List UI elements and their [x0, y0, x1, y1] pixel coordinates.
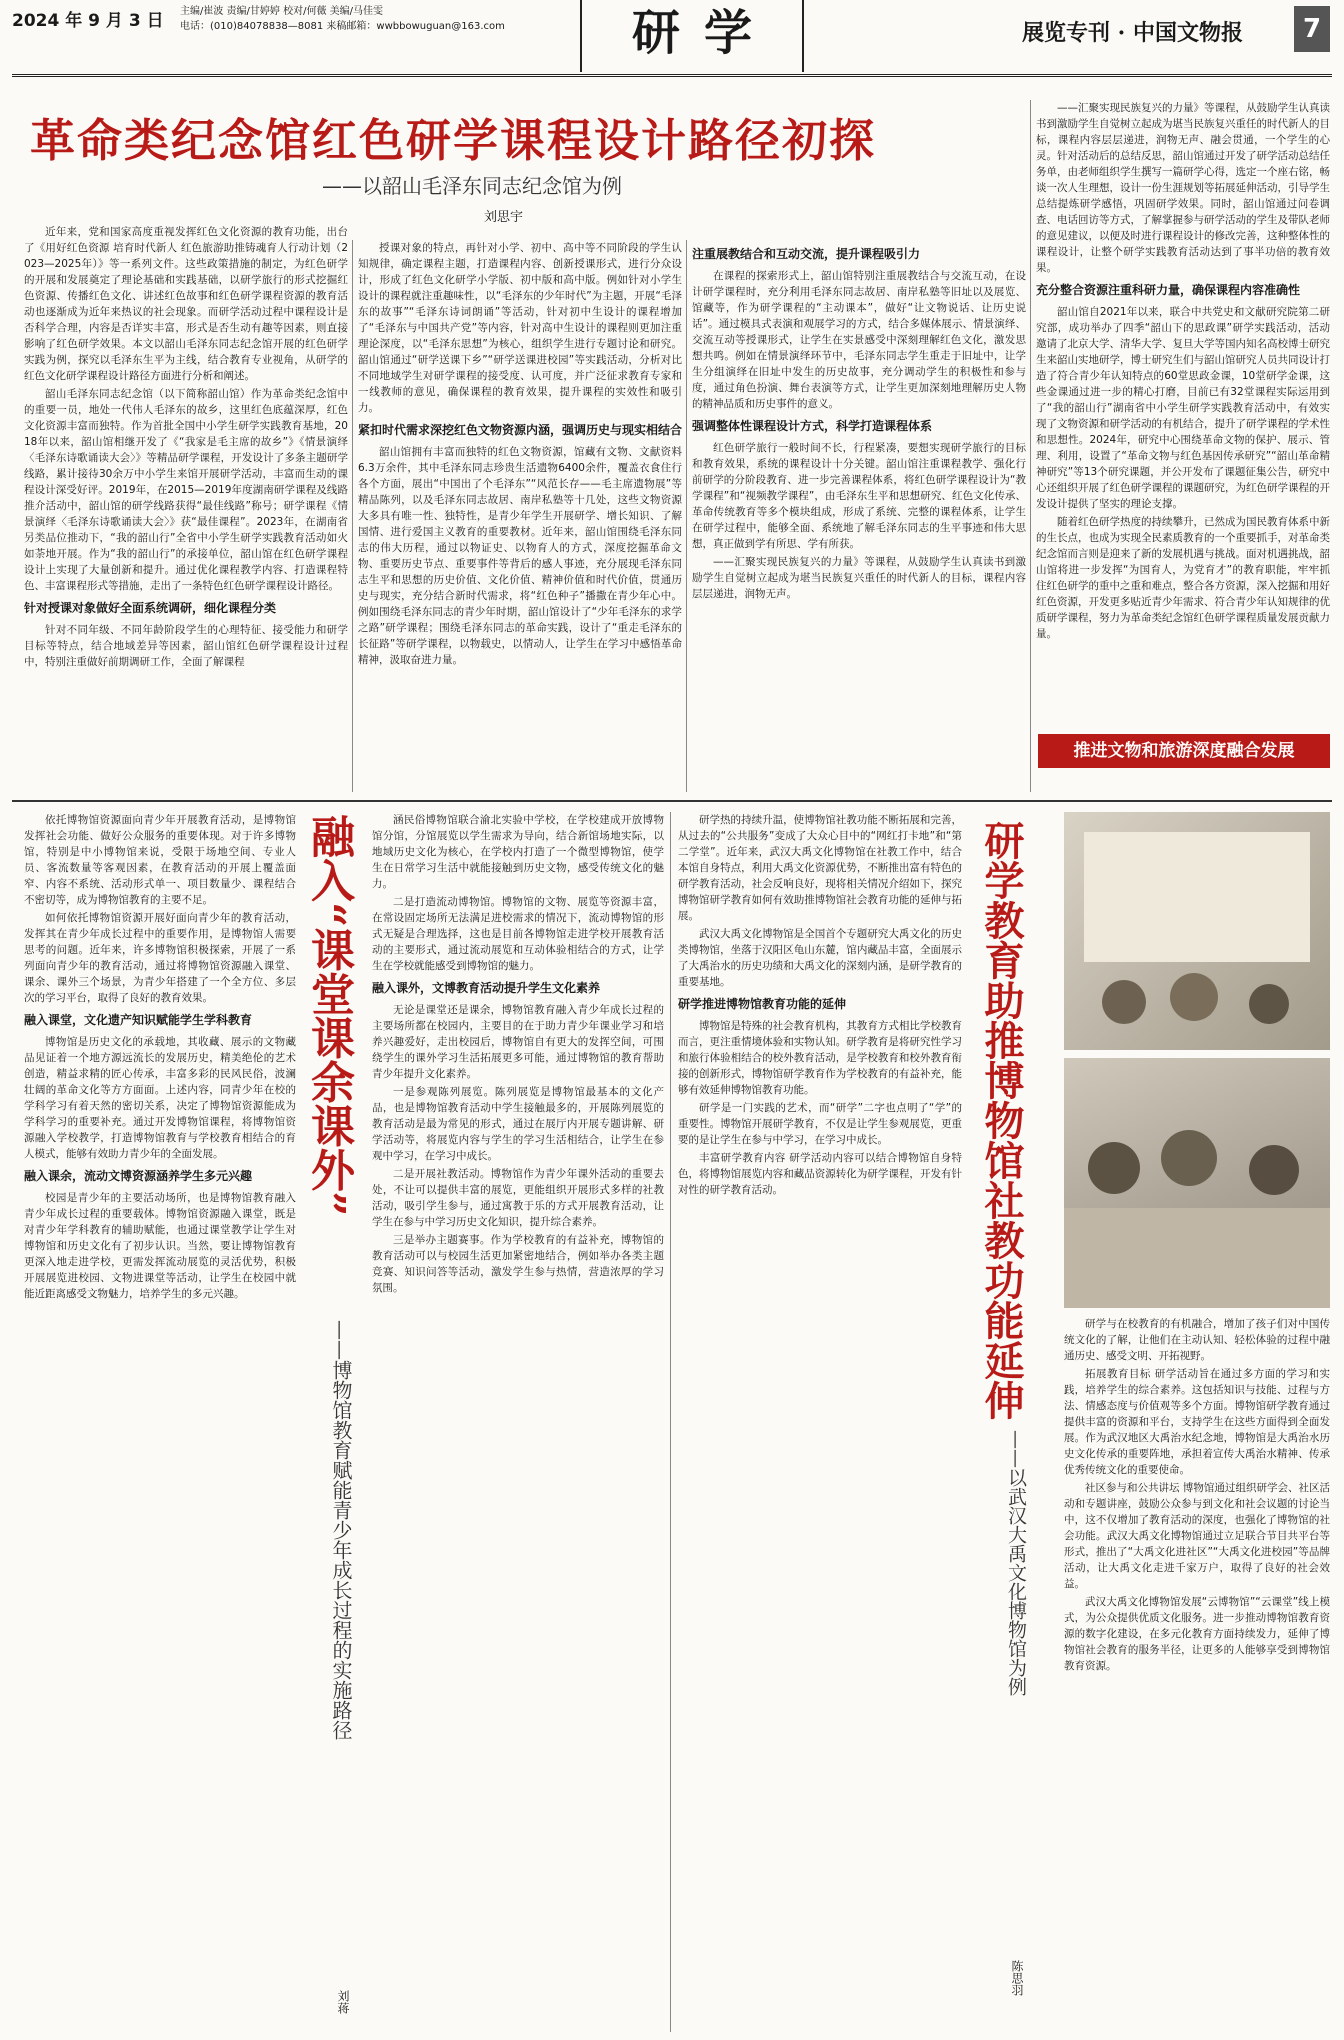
article2-column-3: [678, 812, 962, 2032]
paragraph: 如何依托博物馆资源开展好面向青少年的教育活动，发挥其在青少年成长过程中的重要作用，是博物馆人需要思考的问题。近年来，许多博物馆积极探索，开展了一系列面向青少年的教育活动，通过将博物馆资源融入课堂、课余、课外三个场景，为青少年搭建了一个全方位、多层次的学习平台，取得了良好的教育效果。: [24, 912, 296, 1004]
photo-figure: [1249, 1145, 1299, 1195]
header-rule: [12, 74, 1332, 77]
paragraph: 丰富研学教育内容 研学活动内容可以结合博物馆自身特色，将博物馆展览内容和藏品资源转化为研学课程，开发有针对性的研学教育活动。: [678, 1152, 962, 1196]
paragraph: 拓展教育目标 研学活动旨在通过多方面的学习和实践，培养学生的综合素养。这包括知识与技能、过程与方法、情感态度与价值观等多个方面。博物馆研学教育通过提供丰富的资源和平台，支持学生在这些方面得到全面发展。作为武汉地区大禹治水纪念地，博物馆是大禹治水历史文化传承的重要阵地，承担着宣传大禹治水精神、传承优秀传统文化的重要使命。: [1064, 1368, 1330, 1476]
promo-banner: 推进文物和旅游深度融合发展: [1038, 734, 1330, 768]
paragraph: 二是打造流动博物馆。博物馆的文物、展览等资源丰富，在常设固定场所无法满足进校需求的情况下，流动博物馆的形式无疑是合理选择，这也是目前各博物馆走进学校开展教育活动的主要形式，通过流动展览和互动体验相结合的方式，让学生在学校就能感受到博物馆的魅力。: [372, 896, 664, 972]
article2-author: 刘蒋: [336, 1990, 350, 2014]
photo-illustration: [1064, 812, 1330, 1050]
section-heading: 融入课堂，文化遗产知识赋能学生学科教育: [24, 1013, 253, 1027]
article2-subtitle: ——博物馆教育赋能青少年成长过程的实施路径: [329, 1320, 353, 1740]
paragraph: 武汉大禹文化博物馆发展“云博物馆”“云课堂”线上模式，为公众提供优质文化服务。进一步推动博物馆教育资源的数字化建设，在多元化教育方面持续发力，延伸了博物馆社会教育的服务半径，让更多的人能够享受到博物馆教育资源。: [1064, 1596, 1330, 1672]
paragraph: 博物馆是特殊的社会教育机构，其教育方式相比学校教育而言，更注重情境体验和实物认知。研学教育是将研究性学习和旅行体验相结合的校外教育活动，是学校教育和校外教育衔接的创新形式，博物馆研学教育作为学校教育的有益补充，能够有效延伸博物馆教育功能。: [678, 1020, 962, 1096]
page-number: 7: [1294, 6, 1330, 52]
column-divider: [1030, 100, 1031, 792]
article1-author: 刘思宇: [484, 210, 524, 225]
column-divider: [686, 240, 687, 792]
article3-author: 陈思羽: [1010, 1960, 1024, 1996]
section-heading: 研学推进博物馆教育功能的延伸: [678, 997, 847, 1011]
paragraph: 三是举办主题赛事。作为学校教育的有益补充，博物馆的教育活动可以与校园生活更加紧密地结合，例如举办各类主题竞赛、知识问答等活动，激发学生参与热情，营造浓厚的学习氛围。: [372, 1234, 664, 1294]
paragraph: 二是开展社教活动。博物馆作为青少年课外活动的重要去处，不让可以提供丰富的展览，更能组织开展形式多样的社教活动，吸引学生参与，通过寓教于乐的方式开展教育活动，让学生在参与中学习历史文化知识，提升综合素养。: [372, 1168, 664, 1228]
section-divider: [12, 800, 1332, 802]
photo-figure: [1161, 1130, 1217, 1186]
section-heading: 紧扣时代需求深挖红色文物资源内涵，强调历史与现实相结合: [358, 423, 682, 437]
paragraph: 武汉大禹文化博物馆是全国首个专题研究大禹文化的历史类博物馆，坐落于汉阳区龟山东麓，馆内藏品丰富，全面展示了大禹治水的历史功绩和大禹文化的深刻内涵，是研学教育的重要基地。: [678, 928, 962, 988]
editor-credits: [180, 4, 510, 34]
section-heading: 充分整合资源注重科研力量，确保课程内容准确性: [1036, 283, 1301, 297]
paragraph: ——汇聚实现民族复兴的力量》等课程，从鼓励学生认真读书到激励学生自觉树立起成为堪当民族复兴重任的时代新人的目标，课程内容层层递进，润物无声、融会贯通，一个学生的心灵。针对活动后的总结反思，韶山馆通过开发了研学活动总结任务单，由老师组织学生撰写一篇研学心得，选定一个座右铭，畅谈一次人生理想，设计一份生涯规划等拓展延伸活动，引导学生总结提炼研学感悟，巩固研学效果。同时，韶山馆通过问卷调查、电话回访等方式，了解掌握参与研学活动的学生及带队老师的意见建议，以便及时进行课程设计的修改完善，这种整体性的课程设计，让整个研学实践教育活动达到了事半功倍的教育效果。: [1036, 102, 1330, 274]
photo-figure: [1088, 1142, 1140, 1194]
paragraph: 针对不同年级、不同年龄阶段学生的心理特征、接受能力和研学目标等特点，结合地域差异等因素，韶山馆红色研学课程设计过程中，特别注重做好前期调研工作，全面了解课程: [24, 624, 348, 668]
article3-title: 研学教育助推博物馆社教功能延伸: [978, 820, 1025, 1420]
section-heading: 强调整体性课程设计方式，科学打造课程体系: [692, 419, 933, 433]
article1-column-4: [1036, 100, 1330, 726]
photo-figure: [1170, 973, 1218, 1021]
paragraph: 研学热的持续升温，使博物馆社教功能不断拓展和完善，从过去的“公共服务”变成了大众心目中的“网红打卡地”和“第二学堂”。近年来，武汉大禹文化博物馆在社教工作中，结合本馆自身特点，利用大禹文化资源优势，不断推出富有特色的研学教育活动，社会反响良好，现将相关情况介绍如下，探究博物馆研学教育如何有效助推博物馆社会教育功能的延伸与拓展。: [678, 814, 962, 922]
photo-calligraphy-activity: [1064, 812, 1330, 1050]
column-divider: [352, 240, 353, 792]
photo-table-shape: [1064, 1208, 1330, 1308]
paragraph: 社区参与和公共讲坛 博物馆通过组织研学会、社区活动和专题讲座，鼓励公众参与到文化和社会议题的讨论当中，这不仅增加了教育活动的深度，也强化了博物馆的社会功能。武汉大禹文化博物馆通过立足联合节目共平台等形式，推出了“大禹文化进社区”“大禹文化进校园”等品牌活动，让大禹文化走进千家万户，取得了良好的社会效益。: [1064, 1482, 1330, 1590]
photo-banner-shape: [1084, 832, 1310, 962]
section-heading: 融入课外，文博教育活动提升学生文化素养: [372, 981, 601, 995]
section-heading: 融入课余，流动文博资源涵养学生多元兴趣: [24, 1169, 253, 1183]
paragraph: 韶山馆自2021年以来，联合中共党史和文献研究院第二研究部，成功举办了四季“韶山下的思政课”研学实践活动，活动邀请了北京大学、清华大学、复旦大学等国内知名高校博士研究生来韶山实地研学，博士研究生们与韶山馆研究人员共同设计打造了符合青少年认知特点的60堂思政金课，10堂研学金课，这些金课通过进一步的精心打磨，目前已有32堂课程实际运用到了“我的韶山行”湖南省中小学生研学实践教育活动中，有效实现了文物资源和研学活动的有机结合，提升了研学课程的学术性和思想性。2024年，研究中心围绕革命文物的保护、展示、管理、利用，设置了“革命文物与红色基因传承研究”“韶山革命精神研究”等13个研究课题，并公开发布了课题征集公告，研究中心还组织开展了红色研学课程的课题研究，为红色研学课程的开发设计提供了坚实的理论支撑。: [1036, 306, 1330, 510]
article1-column-1: [24, 224, 348, 792]
paragraph: 校园是青少年的主要活动场所，也是博物馆教育融入青少年成长过程的重要载体。博物馆资源融入课堂，既是对青少年学科教育的辅助赋能，也通过课堂教学让学生对博物馆和历史文化有了初步认识。当然，要让博物馆教育更深入地走进学校，更需发挥流动展览的灵活优势，积极开展展览进校园、文物进课堂等活动，让学生在校园中就能近距离感受文物魅力，培养学生的多元兴趣。: [24, 1192, 296, 1300]
article1-subtitle: ——以韶山毛泽东同志纪念馆为例: [322, 174, 622, 198]
article3-column: [1064, 1316, 1330, 2032]
paragraph: 涵民俗博物馆联合渝北实验中学校，在学校建成开放博物馆分馆，分馆展览以学生需求为导向，结合新馆场地实际，以地域历史文化为核心，在学校内打造了一个微型博物馆，使学生在日常学习生活中就能接触到历史文物，感受传统文化的魅力。: [372, 814, 664, 890]
paragraph: 博物馆是历史文化的承载地，其收藏、展示的文物藏品见证着一个地方源远流长的发展历史，精美绝伦的艺术创造，精益求精的匠心传承，丰富多彩的民风民俗，波澜壮阔的革命文化等方方面面。上述内容，同青少年在校的学科学习有着天然的密切关系，决定了博物馆资源能成为学科学习的重要补充。通过开发博物馆课程，将博物馆资源融入学校教学，打造博物馆教育与学校教育相结合的育人模式，能够有效助力青少年的全面发展。: [24, 1036, 296, 1160]
paragraph: 韶山馆拥有丰富而独特的红色文物资源，馆藏有文物、文献资料6.3万余件，其中毛泽东同志珍贵生活遗物6400余件，覆盖衣食住行各个方面，展出“中国出了个毛泽东”“风范长存——毛主席遗物展”等精品陈列，以及毛泽东同志故居、南岸私塾等十几处，这些文物资源大多具有唯一性、独特性，是青少年学生开展研学、增长知识、了解国情、进行爱国主义教育的重要教材。近年来，韶山馆围绕毛泽东同志的伟大历程，通过以物证史、以物育人的方式，深度挖掘革命文物、重要历史节点、重要事件等背后的感人事迹，充分展现毛泽东同志生平和思想的历史价值、文化价值、精神价值和时代价值，贯通历史与现实，充分结合新时代需求，将“红色种子”播撒在青少年心中。例如围绕毛泽东同志的青少年时期，韶山馆设计了“少年毛泽东的求学之路”研学课程；围绕毛泽东同志的革命实践，设计了“重走毛泽东的长征路”等研学课程，以物载史，以情动人，让学生在学习中感悟革命精神，汲取奋进力量。: [358, 446, 682, 666]
paragraph: ——汇聚实现民族复兴的力量》等课程，从鼓励学生认真读书到激励学生自觉树立起成为堪当民族复兴重任的时代新人的目标，课程内容层层递进，润物无声。: [692, 556, 1026, 600]
article1-column-3: [692, 240, 1026, 792]
article1-column-2: [358, 240, 682, 792]
paragraph: 研学与在校教育的有机融合，增加了孩子们对中国传统文化的了解，让他们在主动认知、轻松体验的过程中融通历史、感受文明、开拓视野。: [1064, 1318, 1330, 1362]
paragraph: 随着红色研学热度的持续攀升，已然成为国民教育体系中新的生长点，也成为实现全民素质教育的一个重要抓手，对革命类纪念馆而言则是迎来了新的发展机遇与挑战。面对机遇挑战，韶山馆将进一步发挥“为国育人，为党育才”的教育职能，牢牢抓住红色研学的重中之重和难点，整合各方资源，深入挖掘和用好红色资源，开发更多贴近青少年需求、符合青少年认知规律的优质研学课程，努力为革命类纪念馆红色研学课程质量发展贡献力量。: [1036, 516, 1330, 640]
article2-column-2: [372, 812, 664, 2032]
special-edition-label: 展览专刊 · 中国文物报: [1022, 20, 1243, 46]
column-divider: [670, 812, 671, 2032]
page-header: [12, 0, 1332, 72]
article2-column-1: [24, 812, 296, 2032]
photo-illustration: [1064, 1058, 1330, 1308]
paragraph: 无论是课堂还是课余，博物馆教育融入青少年成长过程的主要场所都在校园内，主要目的在于助力青少年课业学习和培养兴趣爱好，走出校园后，博物馆自有更大的发挥空间，可围绕学生的课外学习生活拓展更多可能，通过博物馆的教育帮助青少年提升文化素养。: [372, 1004, 664, 1080]
paragraph: 在课程的探索形式上，韶山馆特别注重展教结合与交流互动，在设计研学课程时，充分利用毛泽东同志故居、南岸私塾等旧址以及展览、馆藏等，作为研学课程的“主动课本”，做好“让文物说话、让历史说话”。通过模具式表演和观展学习的方式，结合多媒体展示、情景演绎、交流互动等授课形式，让学生在实景感受中深刻理解红色文化，激发思想共鸣。例如在情景演绎环节中，毛泽东同志学生重走于旧址中，让学生分组演绎在旧址中发生的历史故事，充分调动学生的积极性和参与度，通过角色扮演、舞台表演等方式，让学生更加深刻地理解历史人物的精神品质和历史事件的意义。: [692, 270, 1026, 410]
paragraph: 近年来，党和国家高度重视发挥红色文化资源的教育功能，出台了《用好红色资源 培育时代新人 红色旅游助推铸魂育人行动计划（2023—2025年）》等一系列文件。这些政策措施的制定，为红色研学的开展和发展奠定了理论基础和实践基础，以研学旅行的形式挖掘红色资源、传播红色文化、讲述红色故事和红色研学课程资源的教育活动也逐渐成为近年来热议的社会现象。而研学活动过程中课程设计是否科学合理，内容是否详实丰富，形式是否生动有趣等因素，则直接影响了红色研学效果。本文以韶山毛泽东同志纪念馆开展的红色研学实践为例，探究以毛泽东生平为主线，结合教育专业视角，从研学的红色文化研学课程设计路径方面进行分析和阐述。: [24, 226, 348, 382]
issue-date: 2024 年 9 月 3 日: [12, 11, 164, 31]
paragraph: 授课对象的特点，再针对小学、初中、高中等不同阶段的学生认知规律，确定课程主题，打造课程内容、创新授课形式，进行分众设计，形成了红色文化研学小学版、初中版和高中版。例如针对小学生设计的课程就注重趣味性，以“毛泽东的少年时代”为主题，开展“毛泽东的故事”“毛泽东诗词朗诵”等活动，针对初中生设计的课程增加了“毛泽东与中国共产党”等内容，针对高中生设计的课程则更加注重理论深度，以“毛泽东思想”为核心，组织学生进行专题讨论和研究。韶山馆通过“研学送课下乡”“研学送课进校园”等实践活动，分析对比不同地域学生对研学课程的接受度、认可度，并广泛征求教育专家和一线教师的意见，确保课程的教育效果，提升课程的实效性和吸引力。: [358, 242, 682, 414]
paragraph: 一是参观陈列展览。陈列展览是博物馆最基本的文化产品，也是博物馆教育活动中学生接触最多的，开展陈列展览的教育活动是最为常见的形式，通过在展厅内开展专题讲解、研学活动等，将展览内容与学生的学习生活相结合，让学生在参观中学习，在学习中成长。: [372, 1086, 664, 1162]
article2-title: 融入“课堂课余课外”: [303, 814, 354, 1217]
contact-line: 电话：(010)84078838—8081 来稿邮箱：wwbbowuguan@163.com: [180, 21, 505, 32]
editor-line: 主编/崔波 责编/甘婷婷 校对/何薇 美编/马佳雯: [180, 6, 384, 17]
photo-workshop-activity: [1064, 1058, 1330, 1308]
paragraph: 韶山毛泽东同志纪念馆（以下简称韶山馆）作为革命类纪念馆中的重要一员，地处一代伟人毛泽东的故乡，这里红色底蕴深厚，红色文化资源丰富而独特。作为首批全国中小学生研学实践教育基地，2018年以来，韶山馆相继开发了《“我家是毛主席的故乡”》《情景演绎〈毛泽东诗歌诵读大会〉》等精品研学课程，开发设计了多条主题研学线路，累计接待30余万中小学生来馆开展研学活动，丰富而生动的课程设计深受好评。2019年，在2015—2019年度湖南研学课程及线路推介活动中，韶山馆的研学线路获得“最佳线路”称号；研学课程《情景演绎〈毛泽东诗歌诵读大会〉》获“最佳课程”。2023年，在湖南省另类品位推动下，“我的韶山行”全省中小学生研学实践教育活动如火如荼地开展。作为“我的韶山行”的承接单位，韶山馆在红色研学课程设计上实现了大量创新和提升。通过优化课程教学内容、打造课程特色、丰富课程形式等措施，走出了一条特色红色研学课程设计路径。: [24, 388, 348, 592]
section-heading: 注重展教结合和互动交流，提升课程吸引力: [692, 247, 921, 261]
article1-title: 革命类纪念馆红色研学课程设计路径初探: [30, 114, 877, 167]
paragraph: 依托博物馆资源面向青少年开展教育活动，是博物馆发挥社会功能、做好公众服务的重要体现。对于许多博物馆，特别是中小博物馆来说，受限于场地空间、专业人员、客流数量等客观因素，在教育活动的开展上覆盖面窄、内容不系统、活动形式单一、项目数量少、课程结合不密切等，成为博物馆教育的主要不足。: [24, 814, 296, 906]
paragraph: 研学是一门实践的艺术，而“研学”二字也点明了“学”的重要性。博物馆开展研学教育，不仅是让学生参观展览，更重要的是让学生在参与中学习，在学习中成长。: [678, 1102, 962, 1146]
paragraph: 红色研学旅行一般时间不长，行程紧凑，要想实现研学旅行的目标和教育效果，系统的课程设计十分关键。韶山馆注重课程教学、强化行前研学的分阶段教育、进一步完善课程体系，将红色研学课程设计为“教学课程”和“视频教学课程”，由毛泽东生平和思想研究、红色文化传承、革命传统教育等多个模块组成，形成了系统、完整的课程体系，让学生在研学过程中，能够全面、系统地了解毛泽东同志的生平事迹和伟大思想，真正做到学有所思、学有所获。: [692, 442, 1026, 550]
article3-subtitle: ——以武汉大禹文化博物馆为例: [1005, 1430, 1027, 1696]
section-heading: 针对授课对象做好全面系统调研，细化课程分类: [24, 601, 277, 615]
section-title: 研学: [580, 0, 804, 72]
photo-figure: [1102, 980, 1146, 1024]
photo-figure: [1249, 984, 1289, 1024]
